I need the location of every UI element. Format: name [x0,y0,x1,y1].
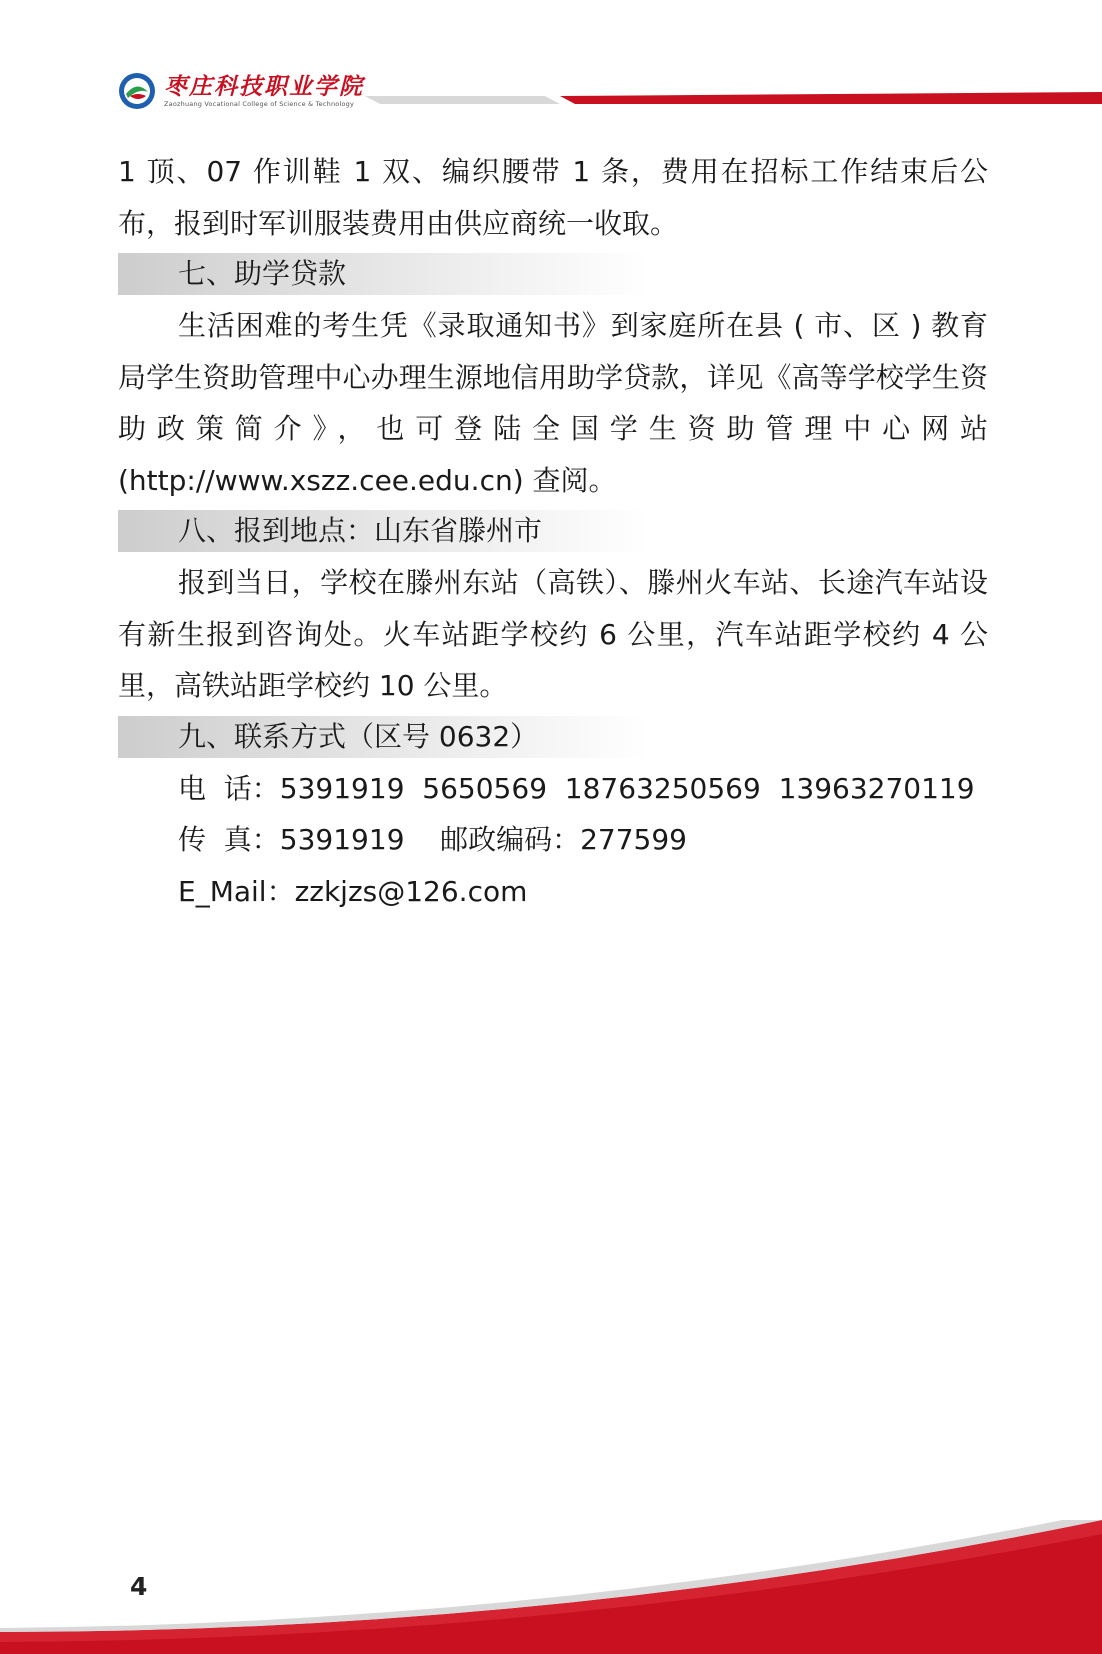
paragraph-student-loans: 生活困难的考生凭《录取通知书》到家庭所在县 ( 市、区 ) 教育局学生资助管理中心办理生源地信用助学贷款，详见《高等学校学生资助政策简介》，也可登陆全国学生资助管理中心网站 (http://www.xszz.cee.edu.cn) 查阅。 [118,309,988,497]
logo-chinese-name: 枣庄科技职业学院 [164,72,364,100]
header-decoration [0,0,1102,130]
paragraph-registration-location: 报到当日，学校在滕州东站（高铁）、滕州火车站、长途汽车站设有新生报到咨询处。火车站距学校约 6 公里，汽车站距学校约 4 公里，高铁站距学校约 10 公里。 [118,566,988,702]
page-number: 4 [130,1572,148,1601]
paragraph-uniform-fees: 1 顶、07 作训鞋 1 双、编织腰带 1 条，费用在招标工作结束后公布，报到时军训服装费用由供应商统一收取。 [118,155,988,240]
document-body [118,146,988,917]
footer-decoration [0,1520,1102,1654]
contact-email: E_Mail：zzkjzs@126.com [178,874,528,908]
college-logo [118,72,364,110]
contact-phone: 电 话：5391919 5650569 18763250569 13963270119 [178,771,975,805]
section-heading-contact: 九、联系方式（区号 0632） [118,716,648,758]
contact-fax-postcode: 传 真：5391919 邮政编码：277599 [178,823,687,856]
page-header [0,0,1102,130]
section-heading-student-loans: 七、助学贷款 [118,253,648,295]
college-emblem-icon [118,72,156,110]
logo-english-name: Zaozhuang Vocational College of Science & Technology [164,99,354,108]
section-heading-registration-location: 八、报到地点：山东省滕州市 [118,510,648,552]
